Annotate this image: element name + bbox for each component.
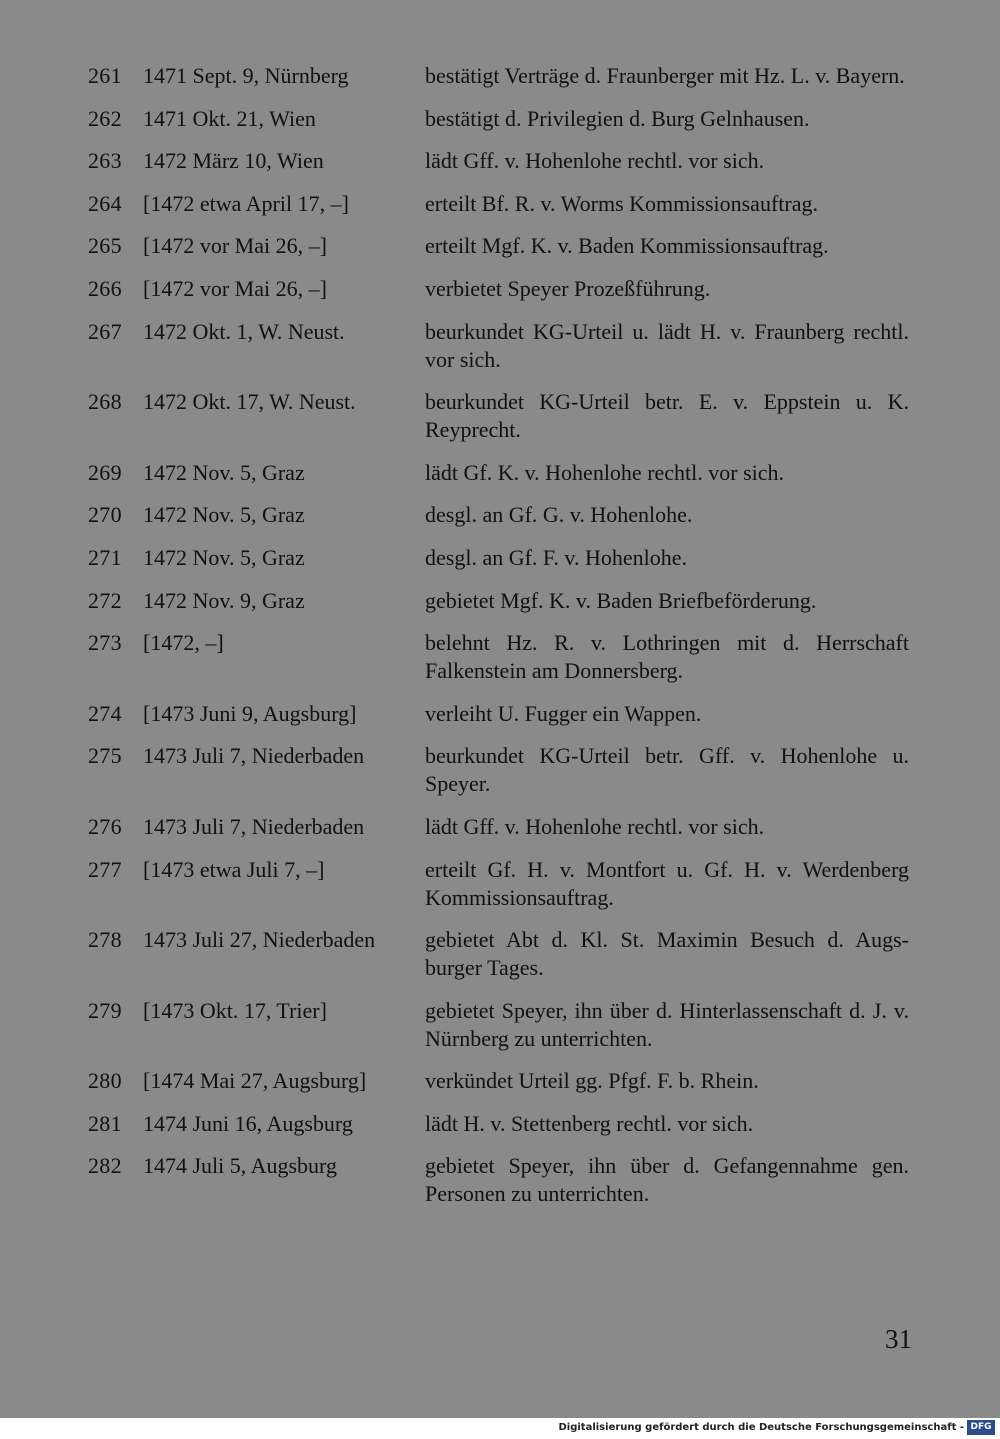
entry-row — [86, 813, 916, 841]
entry-row — [86, 742, 916, 798]
regesten-list — [86, 62, 916, 1223]
page-number: 31 — [885, 1324, 912, 1354]
entry-date-place: 1474 Juli 5, Augsburg — [143, 1153, 337, 1179]
entry-row — [86, 147, 916, 175]
entry-date-place: 1471 Okt. 21, Wien — [143, 105, 316, 131]
entry-row — [86, 1152, 916, 1208]
entry-summary: beurkundet KG-Urteil u. lädt H. v. Fraunberg rechtl. vor sich. — [425, 318, 909, 372]
entry-row — [86, 62, 916, 90]
entry-date-place: 1472 Okt. 17, W. Neust. — [143, 389, 356, 415]
entry-summary: verbietet Speyer Prozeßführung. — [425, 275, 711, 301]
entry-row — [86, 388, 916, 444]
entry-date-place: 1472 Nov. 5, Graz — [143, 459, 305, 485]
entry-summary: lädt H. v. Stettenberg rechtl. vor sich. — [425, 1110, 754, 1136]
entry-summary: bestätigt Verträge d. Fraunberger mit Hz. L. v. Bayern. — [425, 63, 905, 88]
entry-row — [86, 1110, 916, 1138]
entry-date-place: 1473 Juli 7, Niederbaden — [143, 743, 365, 769]
footer-bar — [0, 1418, 1000, 1439]
entry-number: 269 — [88, 459, 122, 485]
entry-number: 276 — [88, 813, 122, 839]
entry-summary: bestätigt d. Privilegien d. Burg Gelnhausen. — [425, 105, 810, 131]
entry-summary: beurkundet KG-Urteil betr. Gff. v. Hohenlohe u. Speyer. — [425, 743, 909, 797]
entry-summary: verleiht U. Fugger ein Wappen. — [425, 700, 702, 726]
entry-summary: gebietet Speyer, ihn über d. Hinterlassenschaft d. J. v. Nürnberg zu unterrichten. — [425, 997, 909, 1051]
entry-row — [86, 1067, 916, 1095]
entry-row — [86, 275, 916, 303]
entry-date-place: [1473 etwa Juli 7, –] — [143, 856, 325, 882]
entry-date-place: [1473 Juni 9, Augsburg] — [143, 700, 357, 726]
entry-row — [86, 587, 916, 615]
entry-date-place: [1472 vor Mai 26, –] — [143, 233, 327, 259]
entry-summary: gebietet Mgf. K. v. Baden Briefbeförderung. — [425, 587, 817, 613]
entry-number: 271 — [88, 544, 122, 570]
entry-row — [86, 459, 916, 487]
entry-row — [86, 926, 916, 982]
entry-row — [86, 700, 916, 728]
entry-number: 277 — [88, 856, 122, 882]
entry-row — [86, 318, 916, 374]
entry-summary: desgl. an Gf. G. v. Hohenlohe. — [425, 502, 693, 528]
entry-row — [86, 232, 916, 260]
entry-number: 272 — [88, 587, 122, 613]
entry-row — [86, 190, 916, 218]
entry-date-place: [1472 etwa April 17, –] — [143, 190, 349, 216]
entry-number: 273 — [88, 630, 122, 656]
entry-number: 264 — [88, 190, 122, 216]
entry-row — [86, 856, 916, 912]
entry-number: 281 — [88, 1110, 122, 1136]
entry-date-place: 1473 Juli 27, Niederbaden — [143, 927, 376, 953]
entry-number: 267 — [88, 318, 122, 344]
entry-number: 265 — [88, 233, 122, 259]
entry-summary: verkündet Urteil gg. Pfgf. F. b. Rhein. — [425, 1068, 759, 1094]
funding-note: Digitalisierung gefördert durch die Deutsche Forschungsgemeinschaft - — [558, 1422, 964, 1433]
entry-number: 280 — [88, 1068, 122, 1094]
entry-number: 266 — [88, 275, 122, 301]
entry-date-place: 1474 Juni 16, Augsburg — [143, 1110, 353, 1136]
entry-date-place: 1472 Nov. 9, Graz — [143, 587, 305, 613]
entry-number: 261 — [88, 63, 122, 88]
entry-date-place: 1472 Okt. 1, W. Neust. — [143, 318, 345, 344]
entry-summary: desgl. an Gf. F. v. Hohenlohe. — [425, 544, 687, 570]
entry-row — [86, 629, 916, 685]
entry-summary: lädt Gff. v. Hohenlohe rechtl. vor sich. — [425, 148, 765, 174]
entry-row — [86, 105, 916, 133]
entry-date-place: 1472 Nov. 5, Graz — [143, 544, 305, 570]
entry-number: 268 — [88, 389, 122, 415]
entry-summary: gebietet Abt d. Kl. St. Maximin Besuch d. Augs-burger Tages. — [425, 927, 909, 981]
entry-summary: erteilt Mgf. K. v. Baden Kommissionsauftrag. — [425, 233, 829, 259]
entry-number: 275 — [88, 743, 122, 769]
entry-date-place: [1474 Mai 27, Augsburg] — [143, 1068, 367, 1094]
entry-summary: erteilt Gf. H. v. Montfort u. Gf. H. v. Werdenberg Kommissionsauftrag. — [425, 856, 909, 910]
entry-date-place: 1472 März 10, Wien — [143, 148, 324, 174]
entry-summary: gebietet Speyer, ihn über d. Gefangennahme gen. Personen zu unterrichten. — [425, 1153, 909, 1207]
entry-summary: beurkundet KG-Urteil betr. E. v. Eppstein u. K. Reyprecht. — [425, 389, 909, 443]
entry-row — [86, 501, 916, 529]
entry-number: 263 — [88, 148, 122, 174]
entry-date-place: 1472 Nov. 5, Graz — [143, 502, 305, 528]
entry-summary: belehnt Hz. R. v. Lothringen mit d. Herrschaft Falkenstein am Donnersberg. — [425, 630, 909, 684]
entry-date-place: 1473 Juli 7, Niederbaden — [143, 813, 365, 839]
entry-summary: lädt Gf. K. v. Hohenlohe rechtl. vor sich. — [425, 459, 785, 485]
entry-number: 274 — [88, 700, 122, 726]
entry-number: 278 — [88, 927, 122, 953]
entry-date-place: 1471 Sept. 9, Nürnberg — [143, 63, 349, 88]
entry-summary: erteilt Bf. R. v. Worms Kommissionsauftrag. — [425, 190, 818, 216]
entry-row — [86, 997, 916, 1053]
dfg-logo-icon: DFG — [967, 1420, 995, 1435]
entry-date-place: [1472, –] — [143, 630, 224, 656]
entry-date-place: [1472 vor Mai 26, –] — [143, 275, 327, 301]
entry-number: 279 — [88, 997, 122, 1023]
entry-number: 262 — [88, 105, 122, 131]
entry-number: 270 — [88, 502, 122, 528]
entry-row — [86, 544, 916, 572]
entry-date-place: [1473 Okt. 17, Trier] — [143, 997, 327, 1023]
entry-number: 282 — [88, 1153, 122, 1179]
entry-summary: lädt Gff. v. Hohenlohe rechtl. vor sich. — [425, 813, 765, 839]
